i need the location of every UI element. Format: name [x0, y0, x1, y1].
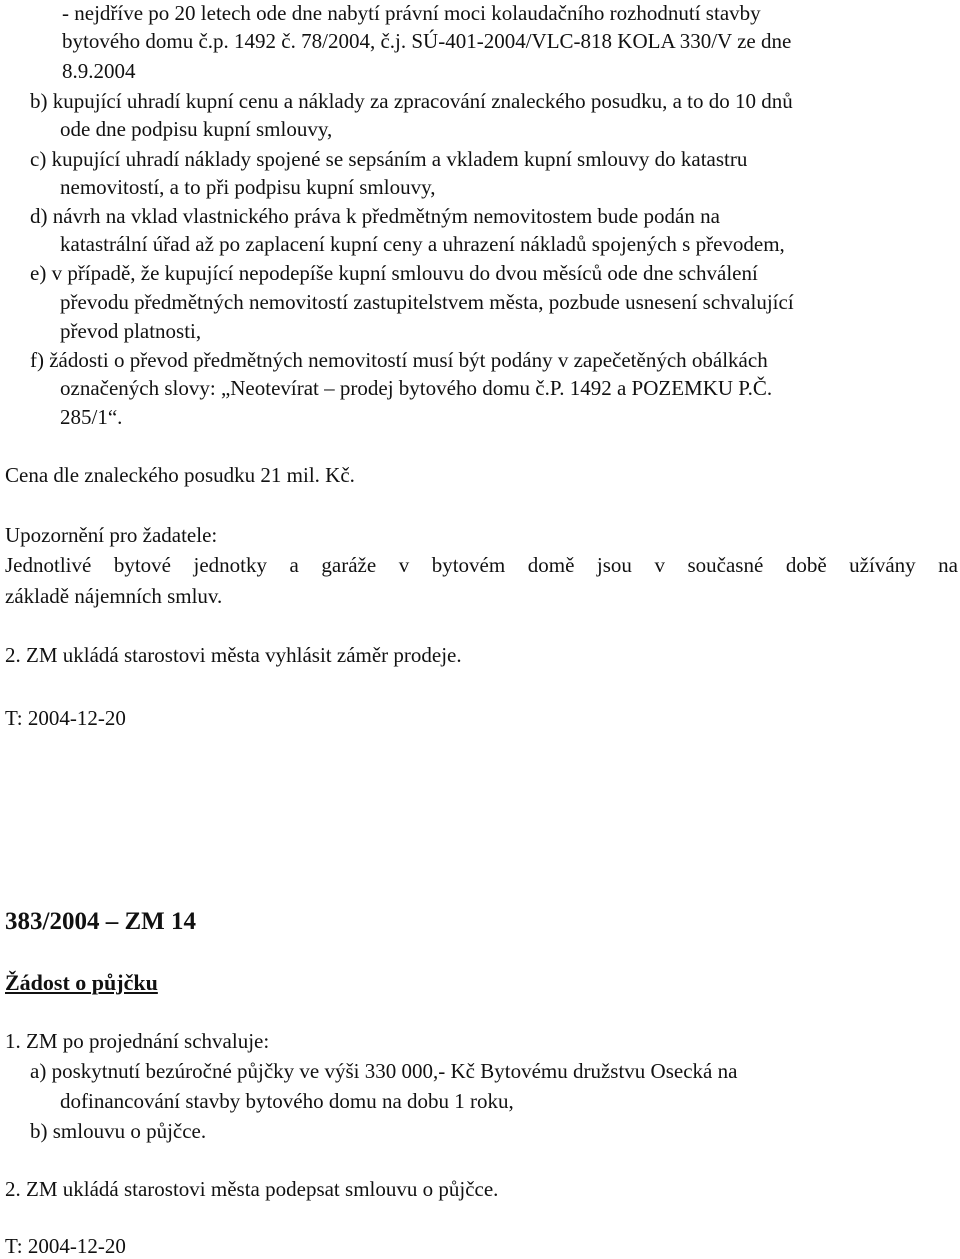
resolution-item-b: b) smlouvu o půjčce. — [30, 1119, 207, 1143]
price-note: Cena dle znaleckého posudku 21 mil. Kč. — [5, 463, 355, 487]
item-d-line-1: d) návrh na vklad vlastnického práva k předmětným nemovitostem bude podán na — [30, 204, 720, 228]
item-f-line-1: f) žádosti o převod předmětných nemovitostí musí být podány v zapečetěných obálkách — [30, 348, 768, 372]
item-f-line-2: označených slovy: „Neotevírat – prodej bytového domu č.P. 1492 a POZEMKU P.Č. — [60, 376, 773, 400]
item-e-line-3: převod platnosti, — [60, 319, 202, 343]
item-e-line-1: e) v případě, že kupující nepodepíše kupní smlouvu do dvou měsíců ode dne schválení — [30, 261, 758, 285]
intro-line-2: bytového domu č.p. 1492 č. 78/2004, č.j. SÚ-401-2004/VLC-818 KOLA 330/V ze dne — [62, 29, 792, 53]
intro-line-1: - nejdříve po 20 letech ode dne nabytí právní moci kolaudačního rozhodnutí stavby — [62, 1, 761, 25]
item-c-line-2: nemovitostí, a to při podpisu kupní smlouvy, — [60, 175, 436, 199]
resolution-point-2: 2. ZM ukládá starostovi města podepsat smlouvu o půjčce. — [5, 1177, 499, 1201]
point-2: 2. ZM ukládá starostovi města vyhlásit záměr prodeje. — [5, 643, 462, 667]
item-d-line-2: katastrální úřad až po zaplacení kupní ceny a uhrazení nákladů spojených s převodem, — [60, 232, 785, 256]
item-c-line-1: c) kupující uhradí náklady spojené se sepsáním a vkladem kupní smlouvy do katastru — [30, 147, 748, 171]
resolution-subject: Žádost o půjčku — [5, 970, 158, 995]
resolution-heading: 383/2004 – ZM 14 — [5, 908, 196, 935]
notice-title: Upozornění pro žadatele: — [5, 523, 218, 547]
resolution-item-a-line-1: a) poskytnutí bezúročné půjčky ve výši 330 000,- Kč Bytovému družstvu Osecká na — [30, 1059, 738, 1083]
resolution-deadline: T: 2004-12-20 — [5, 1234, 126, 1258]
notice-line-2: základě nájemních smluv. — [5, 584, 223, 608]
deadline-1: T: 2004-12-20 — [5, 706, 126, 730]
item-b-line-2: ode dne podpisu kupní smlouvy, — [60, 117, 333, 141]
resolution-item-a-line-2: dofinancování stavby bytového domu na dobu 1 roku, — [60, 1089, 514, 1113]
item-e-line-2: převodu předmětných nemovitostí zastupitelstvem města, pozbude usnesení schvalující — [60, 290, 794, 314]
intro-line-3: 8.9.2004 — [62, 59, 136, 83]
resolution-point-1: 1. ZM po projednání schvaluje: — [5, 1029, 270, 1053]
item-f-line-3: 285/1“. — [60, 405, 123, 429]
notice-line-1: Jednotlivé bytové jednotky a garáže v bytovém domě jsou v současné době užívány na — [5, 553, 958, 577]
item-b-line-1: b) kupující uhradí kupní cenu a náklady za zpracování znaleckého posudku, a to do 10 dnů — [30, 89, 793, 113]
